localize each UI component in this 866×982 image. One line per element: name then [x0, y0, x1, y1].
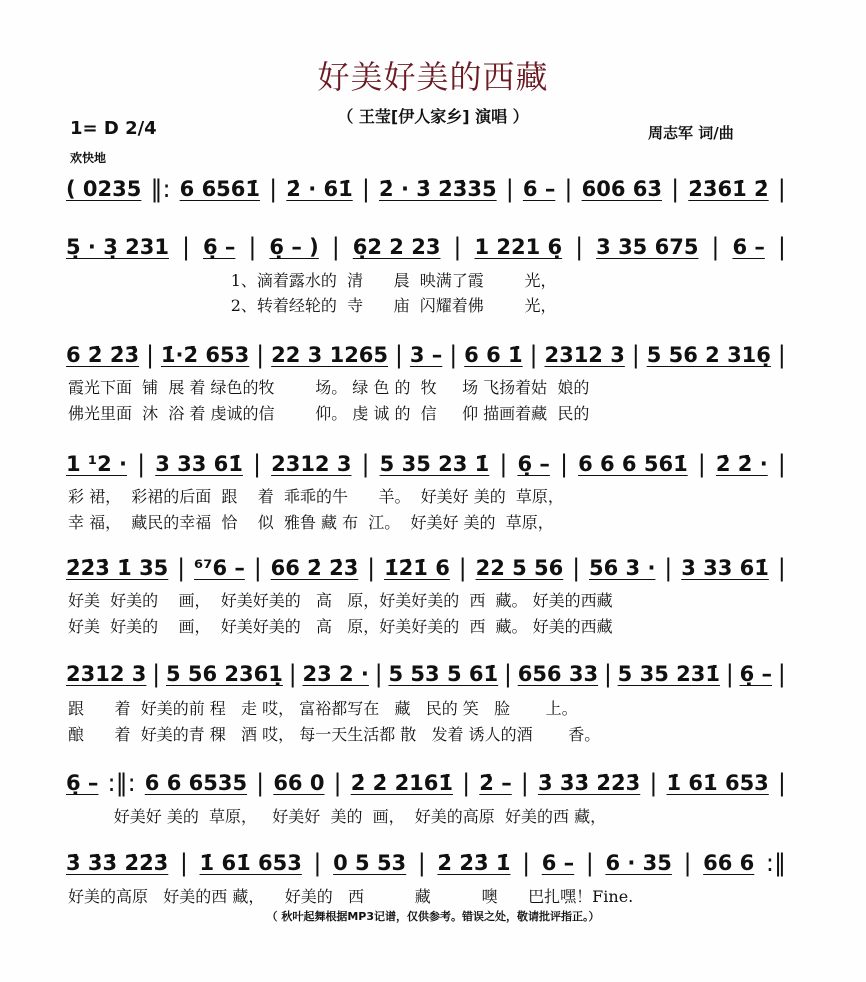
measure: 5 56 2 316̣: [646, 343, 771, 367]
measure: 22 3 1265: [271, 343, 389, 367]
bar-line: |: [585, 849, 594, 877]
bar-line: |: [520, 769, 529, 797]
bar-line: |: [671, 175, 680, 203]
lyric-line-verse-2: 好美 好美的 画， 好美好美的 高 原，好美好美的 西 藏。 好美的西藏: [68, 617, 613, 636]
bar-line: |: [777, 769, 786, 797]
bar-line: |: [522, 849, 531, 877]
bar-line: |: [711, 233, 720, 261]
measure: 66 0: [273, 771, 325, 795]
measure: ( 0235: [66, 177, 142, 201]
measure: 2312 3: [271, 452, 352, 476]
bar-line: |: [777, 554, 786, 582]
measure: 5̣ · 3̣ 231: [66, 235, 169, 259]
measure: 6 –: [522, 177, 556, 201]
song-title: 好美好美的西藏: [317, 58, 549, 96]
measure: 6̣ –: [202, 235, 236, 259]
bar-line: |: [256, 341, 265, 369]
bar-line: |: [417, 849, 426, 877]
measure: 5 35 231̇: [617, 662, 720, 686]
bar-line: |: [458, 554, 467, 582]
bar-line: |: [564, 175, 573, 203]
bar-line: |: [499, 450, 508, 478]
measure: 3̇ 3̇3̇ 2̇2̇3̇: [537, 771, 641, 795]
bar-line: |: [374, 660, 383, 688]
bar-line: |: [777, 175, 786, 203]
bar-line: |: [361, 450, 370, 478]
measure: 66 6: [703, 851, 755, 875]
bar-line: |: [361, 175, 370, 203]
key-signature: 1= D 2/4: [70, 118, 157, 139]
bar-line: |: [529, 341, 538, 369]
measure: 2̇ 2̇ 2̇161̇: [350, 771, 454, 795]
measure: 6 6 6 561̇: [578, 452, 688, 476]
tempo-marking: 欢快地: [70, 151, 107, 165]
measure: 2̇2̇3̇ 1̇ 35: [66, 556, 169, 580]
measure: 6̣ – ): [269, 235, 319, 259]
lyric-line-verse-1: 好美 好美的 画， 好美好美的 高 原，好美好美的 西 藏。 好美的西藏: [68, 591, 613, 610]
measure: 2312 3: [544, 343, 625, 367]
measure: 2̇ –: [479, 771, 512, 795]
measure: 6 6561̇: [179, 177, 261, 201]
measure: 3 35 675: [596, 235, 699, 259]
lyric-line-verse-1: 好美的高原 好美的西 藏， 好美的 西 藏 噢 巴扎嘿！Fine.: [68, 887, 634, 906]
measure: 2̇3̇61̇ 2̇: [688, 177, 769, 201]
notation-system: [66, 551, 786, 585]
lyric-line-verse-1: 好美好 美的 草原， 好美好 美的 画， 好美的高原 好美的西 藏，: [68, 807, 607, 826]
notation-system: [66, 657, 786, 691]
measure: 6 · 35: [605, 851, 672, 875]
bar-line: |: [256, 769, 265, 797]
measure: 6 6 1̇: [464, 343, 523, 367]
measure: 1̇·2̇ 653: [160, 343, 250, 367]
measure: 1 ¹2 ·: [66, 452, 128, 476]
notation-system: [66, 172, 786, 206]
bar-line: |: [503, 660, 512, 688]
bar-line: |: [777, 660, 786, 688]
measure: 23 2 ·: [302, 662, 369, 686]
bar-line: |: [181, 233, 191, 261]
notation-system: [66, 338, 786, 372]
footer-note: （ 秋叶起舞根据MP3记谱，仅供参考。错误之处，敬请批评指正。）: [266, 910, 600, 923]
measure: 2312 3: [66, 662, 147, 686]
measure: 6̣ –: [66, 771, 99, 795]
bar-line: |: [572, 554, 581, 582]
measure: 5 35 23 1̇: [379, 452, 490, 476]
measure: 0 5 53: [333, 851, 407, 875]
lyric-line-verse-1: 彩 裙， 彩裙的后面 跟 着 乖乖的牛 羊。 好美好 美的 草原，: [68, 487, 564, 506]
notation-system: [66, 230, 786, 264]
bar-line: |: [313, 849, 322, 877]
measure: 6 2̇ 2̇3̇: [66, 343, 140, 367]
bar-line: |: [462, 769, 471, 797]
measure: 6̣2 2 23: [352, 235, 441, 259]
notation-system: [66, 846, 786, 880]
measure: 2̇ · 3̇ 2̇3̇35: [379, 177, 497, 201]
bar-line: |: [177, 554, 186, 582]
singer-credit: （ 王莹[伊人家乡] 演唱 ）: [337, 107, 529, 126]
measure: 656 33: [517, 662, 599, 686]
measure: 6 –: [732, 235, 765, 259]
measure: 6 –: [541, 851, 575, 875]
lyric-line-verse-1: 霞光下面 铺 展 着 绿色的牧 场。 绿 色 的 牧 场 飞扬着姑 娘的: [68, 378, 590, 397]
bar-line: |: [649, 769, 658, 797]
lyric-line-verse-2: 酿 着 好美的青 稞 酒 哎， 每一天生活都 散 发着 诱人的酒 香。: [68, 725, 601, 744]
measure: 3 33 61̇: [681, 556, 769, 580]
bar-line: ‖:: [150, 175, 171, 203]
measure: 2̇ · 61̇: [286, 177, 353, 201]
bar-line: |: [248, 233, 257, 261]
bar-line: |: [777, 341, 786, 369]
bar-line: |: [603, 660, 612, 688]
lyric-line-verse-1: 跟 着 好美的前 程 走 哎， 富裕都写在 藏 民的 笑 脸 上。: [68, 699, 578, 718]
bar-line: |: [575, 233, 584, 261]
bar-line: |: [664, 554, 673, 582]
notation-system: [66, 766, 786, 800]
measure: 22 5 56: [475, 556, 564, 580]
lyric-line-verse-2: 佛光里面 沐 浴 着 虔诚的信 仰。 虔 诚 的 信 仰 描画着藏 民的: [68, 404, 590, 423]
bar-line: |: [449, 341, 458, 369]
bar-line: |: [269, 175, 278, 203]
bar-line: :‖:: [107, 769, 136, 797]
bar-line: |: [777, 450, 786, 478]
bar-line: |: [137, 450, 146, 478]
measure: 5 53 5 61̇: [388, 662, 499, 686]
bar-line: |: [288, 660, 297, 688]
bar-line: |: [331, 233, 340, 261]
bar-line: |: [725, 660, 734, 688]
bar-line: |: [252, 450, 262, 478]
bar-line: |: [453, 233, 462, 261]
measure: ⁶⁷6 –: [194, 556, 245, 580]
measure: 66 2̇ 2̇3̇: [270, 556, 359, 580]
measure: 1̇ 61̇ 653: [199, 851, 302, 875]
bar-line: |: [253, 554, 262, 582]
bar-line: |: [631, 341, 640, 369]
bar-line: |: [367, 554, 376, 582]
measure: 6 6 6535: [144, 771, 248, 795]
bar-line: |: [179, 849, 188, 877]
lyric-line-verse-2: 幸 福， 藏民的幸福 恰 似 雅鲁 藏 布 江。 好美好 美的 草原，: [68, 513, 554, 532]
measure: 5 56 2361̣: [165, 662, 283, 686]
measure: 1̇ 61̇ 653: [666, 771, 769, 795]
notation-system: [66, 447, 786, 481]
lyric-line-verse-2: 2、转着经轮的 寺 庙 闪耀着佛 光，: [68, 296, 557, 315]
lyric-line-verse-1: 1、滴着露水的 清 晨 映满了霞 光，: [68, 271, 557, 290]
measure: 3 –: [409, 343, 443, 367]
measure: 2̇ 2̇3̇ 1̇: [437, 851, 511, 875]
measure: 6̣ –: [517, 452, 550, 476]
bar-line: |: [333, 769, 342, 797]
bar-line: |: [777, 233, 786, 261]
measure: 1̇2̇1̇ 6: [384, 556, 450, 580]
measure: 56 3 ·: [589, 556, 656, 580]
measure: 3̇ 3̇3̇ 2̇2̇3̇: [66, 851, 169, 875]
bar-line: |: [152, 660, 161, 688]
measure: 6̣ –: [739, 662, 772, 686]
bar-line: |: [394, 341, 403, 369]
author-credit: 周志军 词/曲: [648, 124, 734, 142]
measure: 2̇ 2̇ ·: [715, 452, 768, 476]
measure: 3 33 61̇: [155, 452, 243, 476]
measure: 606 63̇: [581, 177, 662, 201]
bar-line: |: [145, 341, 155, 369]
bar-line: |: [505, 175, 514, 203]
bar-line: :‖: [765, 849, 786, 877]
bar-line: |: [559, 450, 569, 478]
bar-line: |: [697, 450, 706, 478]
bar-line: |: [683, 849, 692, 877]
measure: 1 221 6̣: [474, 235, 563, 259]
